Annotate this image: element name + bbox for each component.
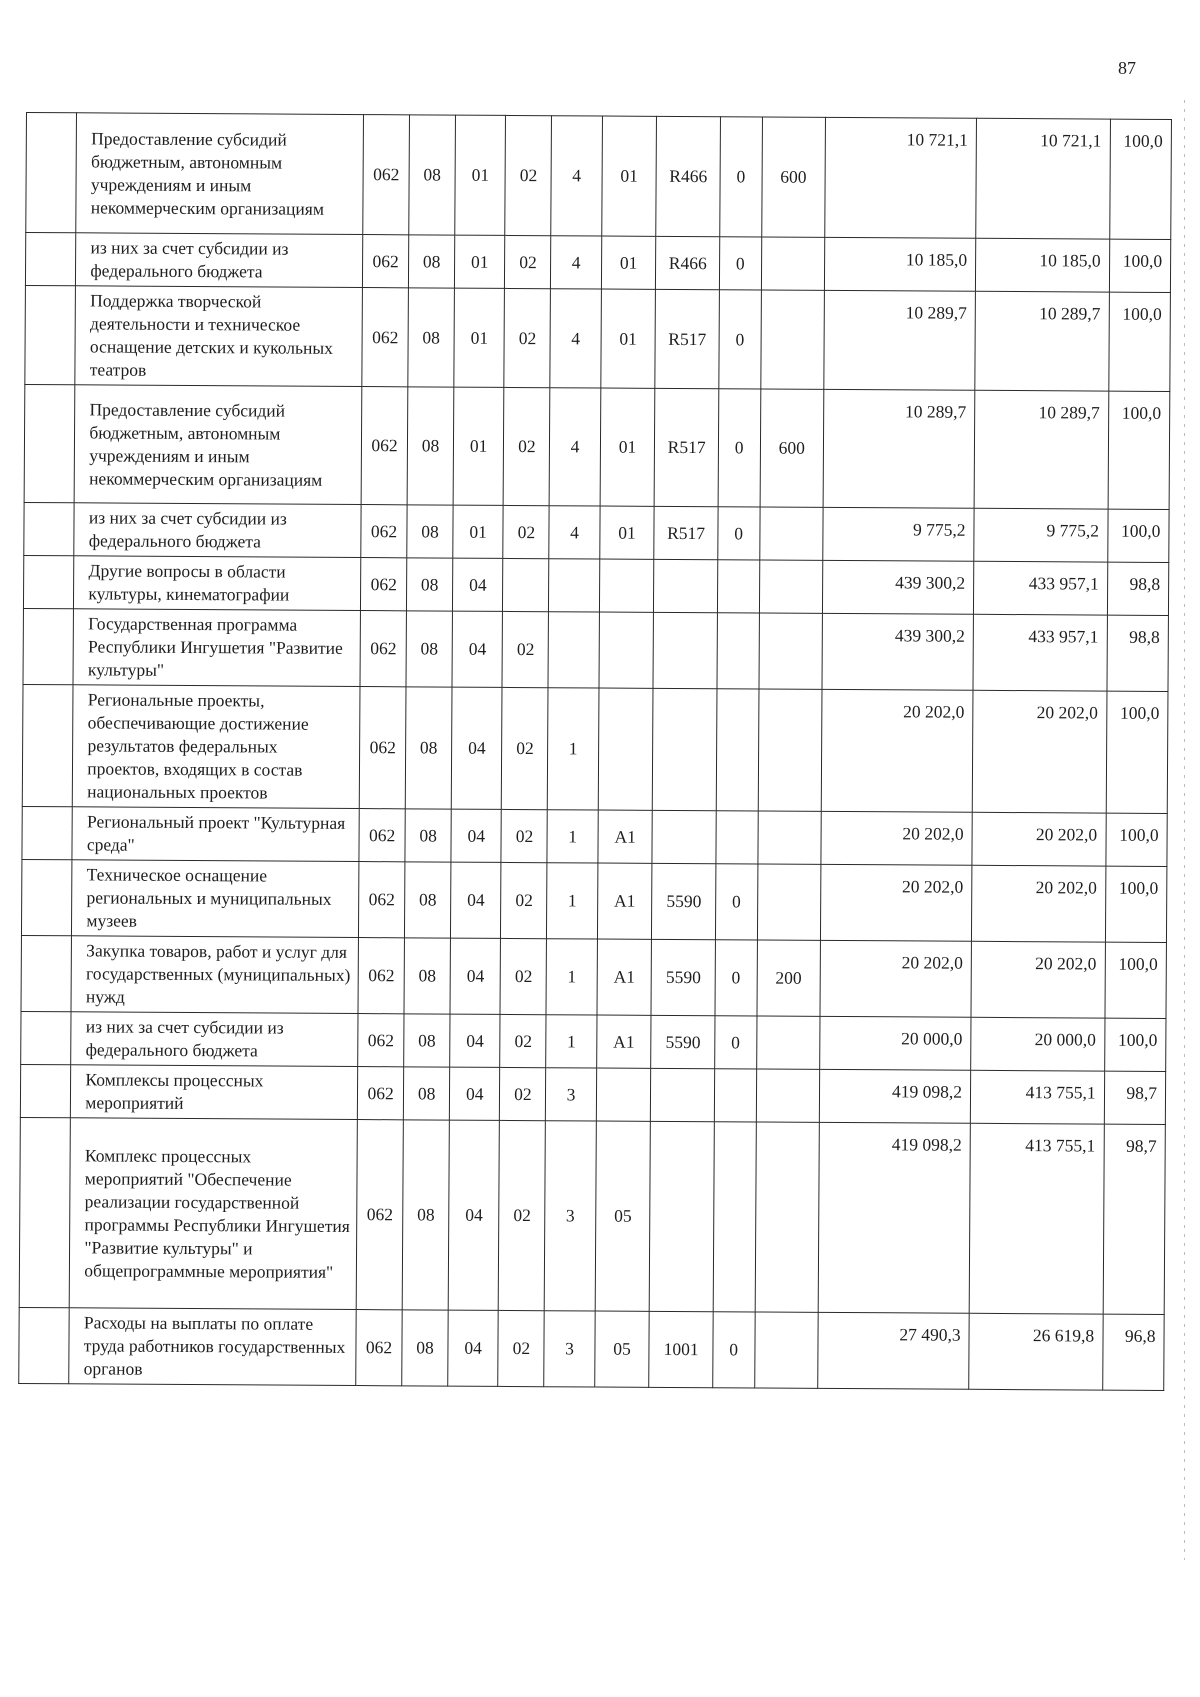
- execution-percent-cell: 100,0: [1104, 1018, 1166, 1071]
- execution-percent-cell: 98,7: [1103, 1124, 1166, 1314]
- code-expense-type-cell: [757, 811, 821, 864]
- scan-edge-line: [1184, 100, 1185, 1560]
- actual-amount-cell: 20 000,0: [971, 1017, 1105, 1071]
- code-program-cell: 02: [504, 387, 551, 505]
- table-row: [24, 502, 1169, 562]
- code-program-cell: 02: [502, 611, 548, 687]
- code-direction-cell: R517: [654, 506, 718, 559]
- actual-amount-cell: 10 721,1: [976, 118, 1110, 239]
- code-direction-cell: 5590: [651, 1015, 715, 1068]
- code-subsection-cell: 01: [453, 505, 504, 558]
- code-extra-cell: 0: [715, 1016, 757, 1069]
- planned-amount-cell: 9 775,2: [823, 507, 974, 561]
- code-direction-cell: [654, 559, 718, 612]
- code-subprogram-cell: 01: [601, 289, 656, 388]
- table-row: [21, 1011, 1166, 1071]
- code-program-cell: 02: [500, 1014, 546, 1067]
- code-section-cell: 08: [405, 862, 451, 938]
- code-program-cell: 02: [503, 505, 549, 558]
- item-name-cell: Предоставление субсидий бюджетным, автономным учреждениям и иным некоммерческим организациям: [76, 113, 364, 235]
- code-section-cell: 08: [405, 809, 451, 862]
- code-section-cell: 08: [406, 611, 452, 687]
- row-index-cell: [21, 859, 72, 935]
- code-subsection-cell: 01: [455, 115, 506, 235]
- code-type-cell: 1: [546, 1015, 597, 1068]
- code-section-cell: 08: [409, 115, 456, 235]
- planned-amount-cell: 20 202,0: [821, 689, 973, 812]
- execution-percent-cell: 100,0: [1105, 942, 1167, 1018]
- item-name-cell: Комплексы процессных мероприятий: [71, 1065, 358, 1120]
- code-section-cell: 08: [409, 235, 455, 288]
- row-index-cell: [19, 1117, 71, 1307]
- code-extra-cell: 0: [718, 389, 760, 507]
- code-subprogram-cell: 01: [600, 506, 655, 559]
- code-subsection-cell: 04: [448, 1120, 500, 1310]
- code-type-cell: 4: [551, 236, 602, 289]
- code-direction-cell: 5590: [652, 863, 716, 939]
- code-subsection-cell: 01: [454, 288, 505, 387]
- code-extra-cell: 0: [720, 117, 762, 237]
- planned-amount-cell: 419 098,2: [818, 1122, 970, 1313]
- code-subprogram-cell: 01: [600, 388, 655, 506]
- code-extra-cell: 0: [718, 507, 760, 560]
- item-name-cell: Закупка товаров, работ и услуг для государственных (муниципальных) нужд: [71, 936, 358, 1014]
- code-program-cell: 02: [505, 115, 552, 235]
- code-direction-cell: R517: [655, 388, 719, 506]
- code-subprogram-cell: [599, 559, 654, 612]
- code-program-cell: 02: [504, 288, 551, 387]
- code-program-cell: 02: [499, 1120, 546, 1310]
- code-subsection-cell: 04: [452, 611, 503, 687]
- table-row: [23, 608, 1168, 691]
- execution-percent-cell: 98,8: [1107, 615, 1169, 691]
- execution-percent-cell: 100,0: [1108, 292, 1170, 391]
- actual-amount-cell: 413 755,1: [970, 1070, 1104, 1124]
- code-program-cell: 02: [501, 809, 547, 862]
- row-index-cell: [26, 113, 77, 233]
- code-admin-cell: 062: [359, 687, 406, 809]
- code-type-cell: 1: [547, 863, 598, 939]
- code-admin-cell: 062: [362, 288, 409, 387]
- code-subprogram-cell: [596, 1068, 651, 1121]
- code-expense-type-cell: [757, 864, 821, 940]
- code-direction-cell: [651, 1068, 715, 1121]
- code-expense-type-cell: 600: [761, 117, 825, 237]
- code-direction-cell: [652, 810, 716, 863]
- code-admin-cell: 062: [363, 235, 409, 288]
- item-name-cell: Предоставление субсидий бюджетным, автономным учреждениям и иным некоммерческим организациям: [74, 385, 362, 505]
- code-extra-cell: 0: [715, 940, 757, 1016]
- code-section-cell: 08: [407, 387, 454, 505]
- execution-percent-cell: 98,7: [1104, 1071, 1166, 1124]
- code-direction-cell: [653, 612, 717, 688]
- item-name-cell: Техническое оснащение региональных и муниципальных музеев: [72, 860, 359, 938]
- actual-amount-cell: 433 957,1: [974, 561, 1108, 615]
- code-section-cell: 08: [404, 938, 450, 1014]
- table-row: [25, 233, 1170, 293]
- execution-percent-cell: 100,0: [1105, 866, 1167, 942]
- execution-percent-cell: 100,0: [1106, 691, 1168, 813]
- planned-amount-cell: 10 185,0: [824, 237, 975, 291]
- actual-amount-cell: 20 202,0: [972, 690, 1106, 813]
- code-program-cell: 02: [500, 1067, 546, 1120]
- code-extra-cell: [714, 1069, 756, 1122]
- code-subprogram-cell: [599, 612, 654, 688]
- item-name-cell: из них за счет субсидии из федерального бюджета: [71, 1012, 358, 1067]
- actual-amount-cell: 9 775,2: [974, 508, 1108, 562]
- code-subprogram-cell: 01: [601, 116, 656, 236]
- row-index-cell: [23, 608, 74, 684]
- code-section-cell: 08: [407, 558, 453, 611]
- planned-amount-cell: 10 721,1: [825, 117, 977, 238]
- table-row: [26, 113, 1172, 240]
- code-subsection-cell: 01: [455, 235, 506, 288]
- code-section-cell: 08: [408, 288, 455, 387]
- code-program-cell: 02: [502, 687, 549, 809]
- code-section-cell: 08: [407, 505, 453, 558]
- execution-percent-cell: 100,0: [1108, 391, 1170, 509]
- code-subsection-cell: 04: [453, 558, 504, 611]
- actual-amount-cell: 10 289,7: [974, 390, 1108, 509]
- code-extra-cell: [713, 1122, 756, 1312]
- row-index-cell: [25, 285, 76, 384]
- planned-amount-cell: 20 202,0: [821, 811, 972, 865]
- item-name-cell: Региональные проекты, обеспечивающие достижение результатов федеральных проектов, входящих в состав национальных проектов: [73, 685, 361, 809]
- execution-percent-cell: 96,8: [1102, 1314, 1164, 1390]
- item-name-cell: из них за счет субсидии из федерального бюджета: [76, 233, 363, 288]
- table-row: [24, 384, 1170, 509]
- execution-percent-cell: 98,8: [1107, 562, 1169, 615]
- actual-amount-cell: 413 755,1: [969, 1123, 1104, 1314]
- table-row: [21, 935, 1166, 1018]
- code-type-cell: 4: [551, 116, 602, 236]
- code-extra-cell: [717, 560, 759, 613]
- row-index-cell: [21, 935, 72, 1011]
- table-row: [25, 285, 1171, 391]
- code-type-cell: [548, 612, 599, 688]
- table-row: [22, 806, 1167, 866]
- item-name-cell: Другие вопросы в области культуры, кинематографии: [74, 556, 361, 611]
- code-expense-type-cell: [756, 1016, 820, 1069]
- code-program-cell: [503, 558, 549, 611]
- table-row: [22, 684, 1168, 813]
- actual-amount-cell: 10 185,0: [975, 238, 1109, 292]
- code-section-cell: 08: [405, 687, 452, 809]
- code-expense-type-cell: [756, 1069, 820, 1122]
- code-subprogram-cell: A1: [597, 939, 652, 1015]
- code-type-cell: 4: [549, 388, 600, 506]
- code-extra-cell: 0: [713, 1312, 755, 1388]
- planned-amount-cell: 20 000,0: [820, 1016, 971, 1070]
- code-admin-cell: 062: [357, 1067, 403, 1120]
- code-program-cell: 02: [500, 938, 546, 1014]
- code-program-cell: 02: [501, 862, 547, 938]
- planned-amount-cell: 439 300,2: [822, 613, 974, 690]
- execution-percent-cell: 100,0: [1109, 239, 1171, 292]
- actual-amount-cell: 26 619,8: [969, 1313, 1103, 1390]
- code-admin-cell: 062: [359, 809, 405, 862]
- actual-amount-cell: 433 957,1: [973, 614, 1107, 691]
- code-subsection-cell: 04: [449, 1067, 500, 1120]
- code-direction-cell: R517: [655, 289, 719, 388]
- code-expense-type-cell: [754, 1312, 818, 1388]
- code-section-cell: 08: [402, 1120, 449, 1310]
- code-subprogram-cell: 05: [594, 1311, 649, 1387]
- item-name-cell: из них за счет субсидии из федерального бюджета: [74, 503, 361, 558]
- table-row: [20, 1064, 1165, 1124]
- row-index-cell: [21, 1011, 72, 1064]
- code-type-cell: 1: [548, 688, 599, 810]
- code-subsection-cell: 04: [451, 809, 502, 862]
- code-direction-cell: 1001: [649, 1311, 713, 1387]
- code-subsection-cell: 01: [453, 387, 504, 505]
- actual-amount-cell: 20 202,0: [972, 812, 1106, 866]
- item-name-cell: Комплекс процессных мероприятий "Обеспечение реализации государственной программы Республики Ингушетия "Развитие культуры" и общепрограммные мероприятия": [70, 1118, 358, 1310]
- code-type-cell: 1: [546, 939, 597, 1015]
- row-index-cell: [24, 502, 75, 555]
- code-admin-cell: 062: [358, 1014, 404, 1067]
- code-type-cell: 3: [546, 1068, 597, 1121]
- execution-percent-cell: 100,0: [1109, 119, 1171, 239]
- code-admin-cell: 062: [359, 862, 405, 938]
- row-index-cell: [22, 684, 73, 806]
- code-admin-cell: 062: [360, 611, 406, 687]
- code-expense-type-cell: [761, 237, 825, 290]
- planned-amount-cell: 419 098,2: [819, 1069, 970, 1123]
- code-type-cell: [549, 559, 600, 612]
- code-expense-type-cell: [760, 290, 824, 389]
- code-subprogram-cell: A1: [597, 863, 652, 939]
- actual-amount-cell: 20 202,0: [971, 941, 1105, 1018]
- code-admin-cell: 062: [356, 1310, 402, 1386]
- code-expense-type-cell: [755, 1122, 820, 1312]
- code-section-cell: 08: [403, 1067, 449, 1120]
- planned-amount-cell: 27 490,3: [818, 1312, 970, 1389]
- code-subprogram-cell: A1: [596, 1015, 651, 1068]
- code-admin-cell: 062: [361, 558, 407, 611]
- code-expense-type-cell: [759, 560, 823, 613]
- code-subprogram-cell: 01: [601, 236, 656, 289]
- row-index-cell: [22, 806, 73, 859]
- code-type-cell: 4: [549, 506, 600, 559]
- code-direction-cell: [650, 1121, 715, 1311]
- code-admin-cell: 062: [356, 1120, 403, 1310]
- table-row: [19, 1307, 1164, 1390]
- code-direction-cell: R466: [656, 236, 720, 289]
- code-direction-cell: [653, 688, 717, 810]
- code-direction-cell: R466: [656, 116, 720, 236]
- code-section-cell: 08: [404, 1014, 450, 1067]
- code-admin-cell: 062: [361, 387, 408, 505]
- code-extra-cell: [716, 811, 758, 864]
- code-expense-type-cell: [759, 507, 823, 560]
- item-name-cell: Государственная программа Республики Ингушетия "Развитие культуры": [73, 609, 360, 687]
- table-row: [21, 859, 1166, 942]
- code-extra-cell: [716, 689, 758, 811]
- code-program-cell: 02: [505, 235, 551, 288]
- code-expense-type-cell: [758, 689, 822, 811]
- item-name-cell: Региональный проект "Культурная среда": [72, 807, 359, 862]
- actual-amount-cell: 20 202,0: [972, 865, 1106, 942]
- code-section-cell: 08: [402, 1310, 448, 1386]
- budget-table: [18, 112, 1172, 1391]
- code-expense-type-cell: 600: [760, 389, 824, 507]
- code-type-cell: 1: [547, 810, 598, 863]
- execution-percent-cell: 100,0: [1106, 813, 1168, 866]
- row-index-cell: [25, 233, 76, 286]
- code-extra-cell: [717, 613, 759, 689]
- item-name-cell: Поддержка творческой деятельности и техническое оснащение детских и кукольных театров: [75, 286, 362, 387]
- execution-percent-cell: 100,0: [1107, 509, 1169, 562]
- code-subsection-cell: 04: [450, 1014, 501, 1067]
- planned-amount-cell: 10 289,7: [824, 290, 976, 390]
- row-index-cell: [20, 1064, 71, 1117]
- code-admin-cell: 062: [363, 115, 410, 235]
- code-subsection-cell: 04: [451, 862, 502, 938]
- planned-amount-cell: 439 300,2: [822, 560, 973, 614]
- code-subprogram-cell: [598, 688, 653, 810]
- code-subprogram-cell: A1: [598, 810, 653, 863]
- code-type-cell: 3: [545, 1121, 597, 1311]
- code-extra-cell: 0: [719, 290, 761, 389]
- page-number: 87: [1118, 58, 1136, 78]
- code-admin-cell: 062: [358, 938, 404, 1014]
- row-index-cell: [23, 555, 74, 608]
- code-extra-cell: 0: [719, 237, 761, 290]
- code-extra-cell: 0: [715, 864, 757, 940]
- code-subsection-cell: 04: [451, 687, 502, 809]
- code-subsection-cell: 04: [448, 1310, 499, 1386]
- item-name-cell: Расходы на выплаты по оплате труда работников государственных органов: [69, 1308, 356, 1386]
- table-row: [19, 1117, 1165, 1314]
- code-program-cell: 02: [498, 1310, 544, 1386]
- code-type-cell: 3: [544, 1311, 595, 1387]
- actual-amount-cell: 10 289,7: [975, 291, 1109, 391]
- row-index-cell: [19, 1307, 70, 1383]
- planned-amount-cell: 20 202,0: [820, 940, 972, 1017]
- row-index-cell: [24, 384, 75, 502]
- code-admin-cell: 062: [361, 505, 407, 558]
- table-row: [23, 555, 1168, 615]
- code-expense-type-cell: 200: [757, 940, 821, 1016]
- code-expense-type-cell: [759, 613, 823, 689]
- planned-amount-cell: 10 289,7: [823, 389, 975, 508]
- code-subsection-cell: 04: [450, 938, 501, 1014]
- code-subprogram-cell: 05: [595, 1121, 651, 1311]
- code-type-cell: 4: [550, 289, 601, 388]
- code-direction-cell: 5590: [651, 939, 715, 1015]
- planned-amount-cell: 20 202,0: [820, 864, 972, 941]
